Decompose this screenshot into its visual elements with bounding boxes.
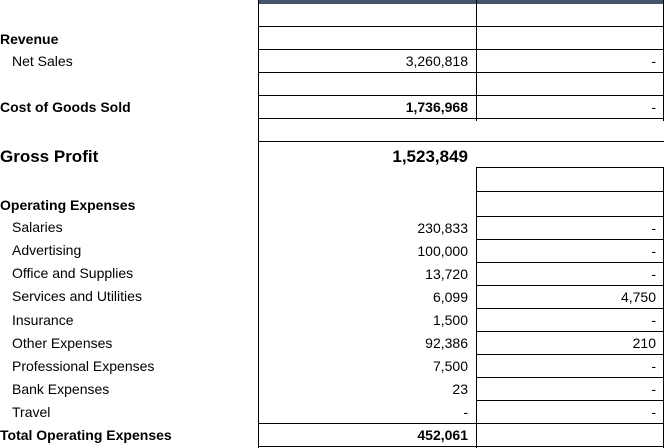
total-operating-label: Total Operating Expenses xyxy=(0,427,172,443)
row-border xyxy=(476,191,664,192)
expense-value-travel[interactable]: - xyxy=(463,404,468,420)
net-sales-value[interactable]: 3,260,818 xyxy=(405,53,468,69)
cogs-prior[interactable]: - xyxy=(651,99,656,115)
row-border xyxy=(258,26,664,27)
expense-label-insurance: Insurance xyxy=(12,312,74,328)
cogs-label: Cost of Goods Sold xyxy=(0,99,131,115)
row-border xyxy=(476,331,664,332)
row-border xyxy=(476,167,664,168)
expense-value-salaries[interactable]: 230,833 xyxy=(417,220,468,236)
expense-label-travel: Travel xyxy=(12,404,51,420)
expense-label-bank: Bank Expenses xyxy=(12,381,110,397)
cogs-value[interactable]: 1,736,968 xyxy=(405,99,468,115)
row-border xyxy=(258,118,664,119)
operating-expenses-heading: Operating Expenses xyxy=(0,197,136,213)
expense-label-other: Other Expenses xyxy=(12,335,113,351)
net-sales-prior[interactable]: - xyxy=(651,53,656,69)
expense-label-advertising: Advertising xyxy=(12,242,82,258)
row-border xyxy=(476,377,664,378)
row-border xyxy=(258,141,664,142)
expense-prior-insurance[interactable]: - xyxy=(651,312,656,328)
row-border xyxy=(476,308,664,309)
column-border xyxy=(258,0,259,448)
gross-profit-label: Gross Profit xyxy=(0,147,99,166)
expense-value-professional[interactable]: 7,500 xyxy=(432,358,468,374)
gross-profit-value[interactable]: 1,523,849 xyxy=(392,147,468,166)
row-border xyxy=(258,446,664,447)
expense-value-bank[interactable]: 23 xyxy=(452,381,468,397)
row-border xyxy=(476,216,664,217)
expense-prior-advertising[interactable]: - xyxy=(651,243,656,259)
row-border xyxy=(258,95,664,96)
row-border xyxy=(476,400,664,401)
expense-label-services-utilities: Services and Utilities xyxy=(12,288,142,304)
net-sales-label: Net Sales xyxy=(12,53,73,69)
expense-prior-services-utilities[interactable]: 4,750 xyxy=(620,289,656,305)
expense-label-professional: Professional Expenses xyxy=(12,358,155,374)
expense-prior-other[interactable]: 210 xyxy=(632,335,656,351)
expense-prior-salaries[interactable]: - xyxy=(651,220,656,236)
expense-value-insurance[interactable]: 1,500 xyxy=(432,312,468,328)
expense-value-services-utilities[interactable]: 6,099 xyxy=(432,289,468,305)
row-border xyxy=(476,285,664,286)
expense-value-advertising[interactable]: 100,000 xyxy=(417,243,468,259)
total-operating-value[interactable]: 452,061 xyxy=(417,427,468,443)
header-bar xyxy=(258,0,664,4)
expense-label-office-supplies: Office and Supplies xyxy=(12,265,134,281)
row-border xyxy=(258,72,664,73)
expense-prior-professional[interactable]: - xyxy=(651,358,656,374)
expense-prior-office-supplies[interactable]: - xyxy=(651,266,656,282)
row-border xyxy=(476,354,664,355)
expense-value-other[interactable]: 92,386 xyxy=(425,335,468,351)
expense-prior-bank[interactable]: - xyxy=(651,381,656,397)
revenue-heading: Revenue xyxy=(0,31,59,47)
row-border xyxy=(258,49,664,50)
row-border xyxy=(476,262,664,263)
expense-value-office-supplies[interactable]: 13,720 xyxy=(425,266,468,282)
row-border xyxy=(258,423,664,424)
expense-label-salaries: Salaries xyxy=(12,219,63,235)
row-border xyxy=(476,239,664,240)
expense-prior-travel[interactable]: - xyxy=(651,404,656,420)
